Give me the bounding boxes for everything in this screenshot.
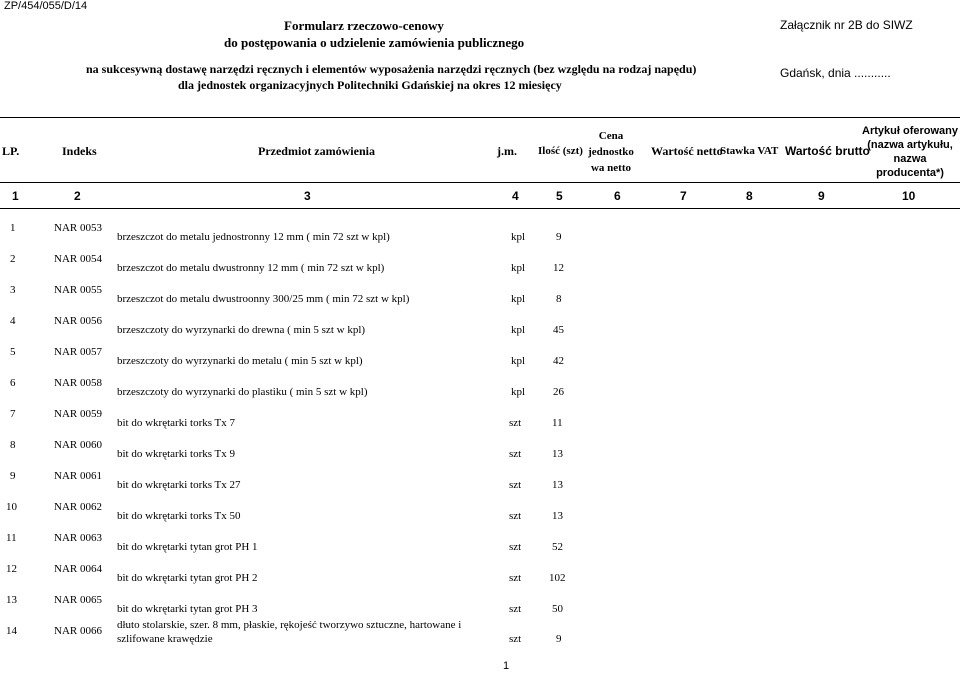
row-index: NAR 0055 (54, 284, 102, 296)
row-index: NAR 0064 (54, 563, 102, 575)
col-header-unit-price-line2: jednostko (588, 146, 634, 158)
row-description: brzeszczot do metalu dwustroonny 300/25 mm ( min 72 szt w kpl) (117, 293, 410, 305)
row-index: NAR 0065 (54, 594, 102, 606)
row-qty: 45 (553, 324, 564, 336)
row-unit: szt (509, 417, 522, 429)
row-qty: 13 (552, 448, 563, 460)
col-number-1: 1 (12, 189, 19, 203)
row-description: bit do wkrętarki tytan grot PH 1 (117, 541, 258, 553)
col-header-net-value: Wartość netto (651, 144, 723, 158)
col-number-3: 3 (304, 189, 311, 203)
row-unit: szt (509, 603, 522, 615)
place-date: Gdańsk, dnia ........... (780, 66, 891, 80)
row-index: NAR 0054 (54, 253, 102, 265)
col-header-index: Indeks (62, 144, 97, 158)
row-lp: 5 (10, 346, 16, 358)
row-description: brzeszczoty do wyrzynarki do metalu ( min 5 szt w kpl) (117, 355, 363, 367)
header-top-rule (0, 117, 960, 118)
row-index: NAR 0057 (54, 346, 102, 358)
header-mid-rule (0, 182, 960, 183)
row-qty: 8 (556, 293, 562, 305)
row-unit: kpl (511, 293, 526, 305)
col-header-vat: Stawka VAT (720, 145, 779, 157)
form-subtitle: do postępowania o udzielenie zamówienia publicznego (224, 35, 525, 50)
annex-label: Załącznik nr 2B do SIWZ (780, 18, 913, 32)
col-number-6: 6 (614, 189, 621, 203)
col-header-offered-line2: (nazwa artykułu, (867, 139, 953, 151)
row-description: brzeszczot do metalu dwustronny 12 mm ( min 72 szt w kpl) (117, 262, 385, 274)
row-unit: szt (509, 633, 522, 645)
col-number-8: 8 (746, 189, 753, 203)
row-index: NAR 0066 (54, 625, 102, 637)
row-index: NAR 0061 (54, 470, 102, 482)
row-lp: 2 (10, 253, 16, 265)
row-unit: kpl (511, 231, 526, 243)
row-lp: 10 (6, 501, 17, 513)
row-unit: szt (509, 572, 522, 584)
document-id: ZP/454/055/D/14 (4, 0, 88, 12)
col-number-7: 7 (680, 189, 687, 203)
col-header-unit: j.m. (497, 144, 517, 158)
description-line-2: dla jednostek organizacyjnych Politechniki Gdańskiej na okres 12 miesięcy (178, 78, 562, 92)
col-number-9: 9 (818, 189, 825, 203)
col-number-4: 4 (512, 189, 519, 203)
row-lp: 14 (6, 625, 17, 637)
row-qty: 12 (553, 262, 564, 274)
row-lp: 13 (6, 594, 17, 606)
row-description: brzeszczoty do wyrzynarki do drewna ( min 5 szt w kpl) (117, 324, 366, 336)
row-lp: 1 (10, 222, 16, 234)
row-qty: 9 (556, 633, 562, 645)
col-header-qty: Ilość (szt) (538, 145, 583, 157)
col-header-offered-item (862, 124, 958, 180)
row-description: brzeszczot do metalu jednostronny 12 mm ( min 72 szt w kpl) (117, 231, 390, 243)
description-line-1: na sukcesywną dostawę narzędzi ręcznych i elementów wyposażenia narzędzi ręcznych (bez względu na rodzaj napędu) (86, 62, 697, 76)
col-header-unit-price (588, 128, 634, 176)
row-description: bit do wkrętarki tytan grot PH 2 (117, 572, 258, 584)
row-qty: 9 (556, 231, 562, 243)
col-header-unit-price-line3: wa netto (590, 162, 632, 174)
row-lp: 8 (10, 439, 16, 451)
row-lp: 11 (6, 532, 17, 544)
row-index: NAR 0053 (54, 222, 102, 234)
header-bottom-rule (0, 208, 960, 209)
form-title: Formularz rzeczowo-cenowy (284, 18, 444, 33)
row-qty: 13 (552, 479, 563, 491)
col-header-offered-line1: Artykuł oferowany (862, 125, 958, 137)
row-lp: 4 (10, 315, 16, 327)
row-description: bit do wkrętarki torks Tx 50 (117, 510, 241, 522)
col-number-10: 10 (902, 189, 916, 203)
row-qty: 13 (552, 510, 563, 522)
row-unit: szt (509, 448, 522, 460)
row-lp: 12 (6, 563, 17, 575)
page-number: 1 (503, 660, 510, 672)
row-index: NAR 0062 (54, 501, 102, 513)
row-unit: szt (509, 479, 522, 491)
row-description: bit do wkrętarki torks Tx 9 (117, 448, 236, 460)
row-qty: 102 (549, 572, 566, 584)
row-qty: 50 (552, 603, 563, 615)
col-number-2: 2 (74, 189, 81, 203)
row-lp: 3 (10, 284, 16, 296)
row-description-cont: szlifowane krawędzie (117, 633, 213, 645)
row-index: NAR 0060 (54, 439, 102, 451)
row-unit: kpl (511, 262, 526, 274)
col-header-offered-line3: nazwa (893, 153, 927, 165)
row-description: bit do wkrętarki torks Tx 7 (117, 417, 236, 429)
row-description: dłuto stolarskie, szer. 8 mm, płaskie, rękojeść tworzywo sztuczne, hartowane i (117, 619, 462, 631)
row-unit: kpl (511, 324, 526, 336)
col-header-offered-line4: producenta*) (876, 167, 944, 179)
row-index: NAR 0058 (54, 377, 102, 389)
row-lp: 6 (10, 377, 16, 389)
row-qty: 52 (552, 541, 563, 553)
col-header-unit-price-line1: Cena (598, 130, 624, 142)
row-lp: 9 (10, 470, 16, 482)
row-lp: 7 (10, 408, 16, 420)
row-index: NAR 0063 (54, 532, 102, 544)
row-qty: 26 (553, 386, 564, 398)
col-header-gross: Wartość brutto (785, 144, 870, 158)
row-unit: kpl (511, 386, 526, 398)
col-header-lp: LP. (2, 144, 20, 158)
col-number-5: 5 (556, 189, 563, 203)
row-qty: 11 (552, 417, 563, 429)
row-unit: szt (509, 541, 522, 553)
col-header-subject: Przedmiot zamówienia (258, 144, 375, 158)
row-index: NAR 0059 (54, 408, 102, 420)
row-description: bit do wkrętarki torks Tx 27 (117, 479, 241, 491)
row-unit: szt (509, 510, 522, 522)
row-qty: 42 (553, 355, 564, 367)
row-unit: kpl (511, 355, 526, 367)
row-description: brzeszczoty do wyrzynarki do plastiku ( min 5 szt w kpl) (117, 386, 368, 398)
row-description: bit do wkrętarki tytan grot PH 3 (117, 603, 258, 615)
row-index: NAR 0056 (54, 315, 102, 327)
